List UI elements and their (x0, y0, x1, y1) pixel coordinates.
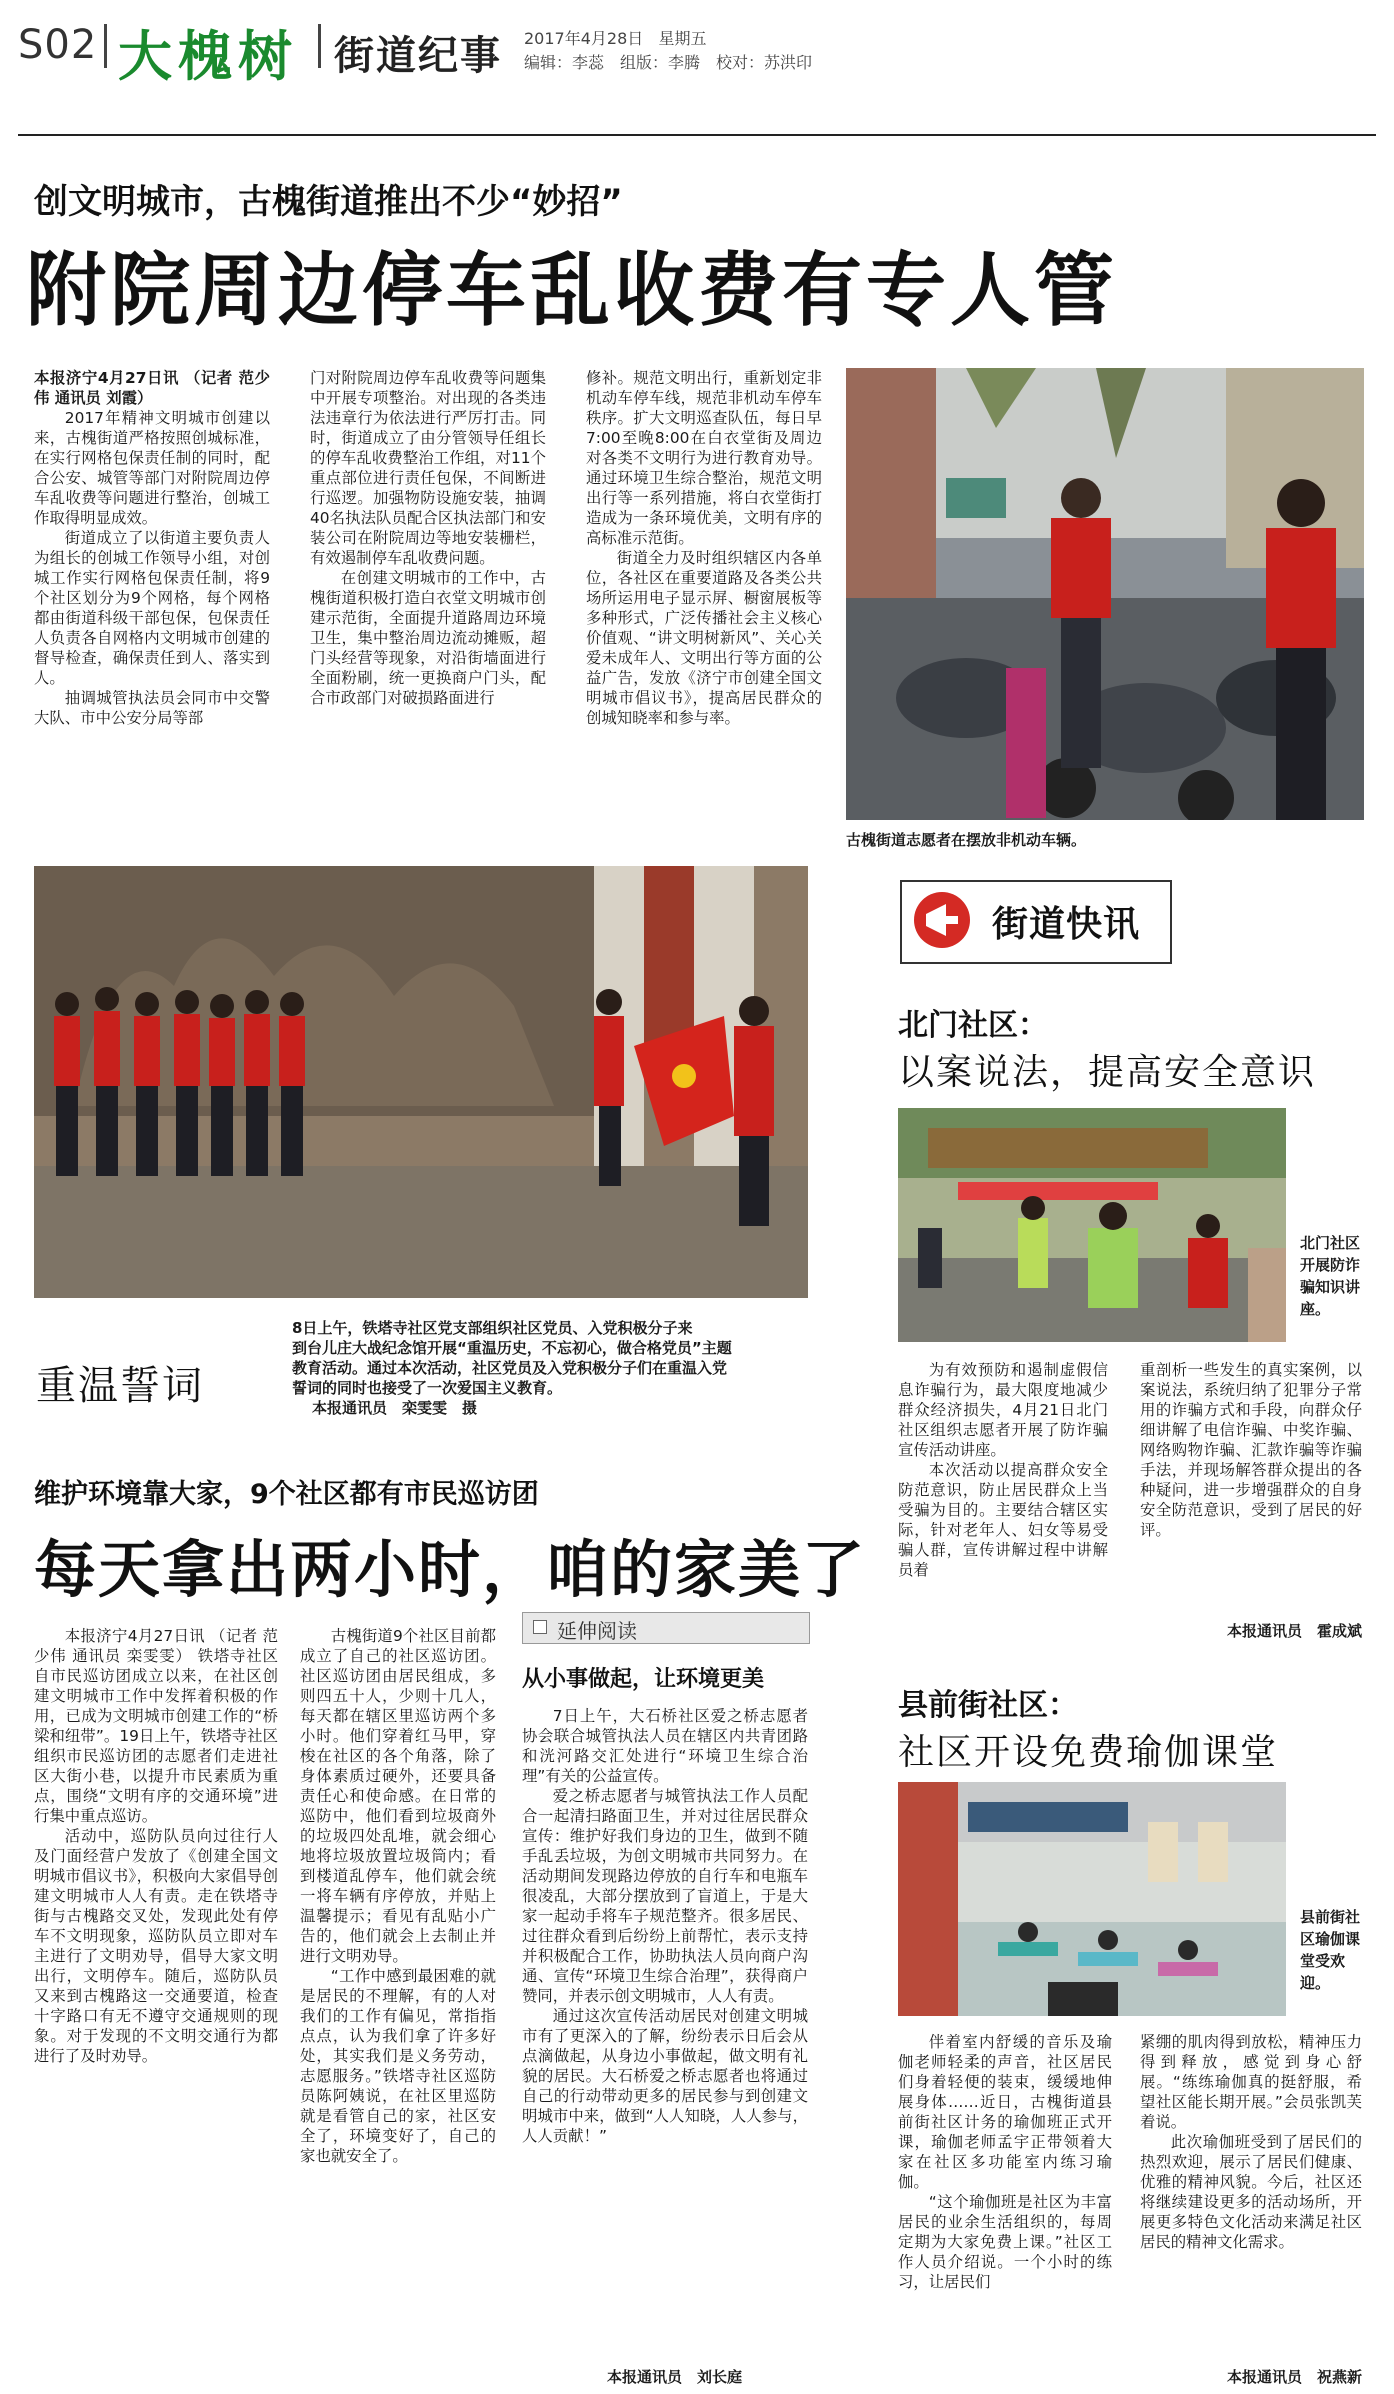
patrol-paragraph: “工作中感到最困难的就是居民的不理解，有的人对我们的工作有偏见，常指指点点，认为我们拿了许多好处，其实我们是义务劳动，志愿服务。”铁塔寺社区巡防员陈阿姨说，在社区里巡防就是看管自己的家，社区安全了，环境变好了，自己的家也就安全了。 (300, 1967, 496, 2165)
patrol-paragraph: 活动中，巡防队员向过往行人及门面经营户发放了《创建全国文明城市倡议书》，积极向大家倡导创建文明城市人人有责。走在铁塔寺街与古槐路交叉处，发现此处有停车不文明现象，巡防队员立即对车主进行了文明劝导，倡导大家文明出行，文明停车。随后，巡防队员又来到古槐路这一交通要道，检查十字路口有无不遵守交通规则的现象。对于发现的不文明交通行为都进行了及时劝导。 (34, 1827, 278, 2065)
extension-paragraph: 7日上午，大石桥社区爱之桥志愿者协会联合城管执法人员在辖区内共青团路和洸河路交汇处进行“环境卫生综合治理”有关的公益宣传。 (522, 1707, 808, 1785)
xianqian-paragraph: 伴着室内舒缓的音乐及瑜伽老师轻柔的声音，社区居民们身着轻便的装束，缓缓地伸展身体……近日，古槐街道县前街社区计务的瑜伽班正式开课，瑜伽老师孟宇正带领着大家在社区多功能室内练习瑜伽。 (898, 2033, 1112, 2191)
caption-line: 誓词的同时也接受了一次爱国主义教育。 (292, 1379, 563, 1397)
lead-paragraph: 街道全力及时组织辖区内各单位，各社区在重要道路及各类公共场所运用电子显示屏、橱窗展板等多种形式，广泛传播社会主义核心价值观、“讲文明树新风”、关心关爱未成年人、文明出行等方面的公益广告，发放《济宁市创建全国文明城市倡议书》，提高居民群众的创城知晓率和参与率。 (586, 549, 822, 727)
xianqian-column-2 (1140, 2032, 1362, 2252)
oath-photo (34, 866, 808, 1298)
masthead-divider (104, 24, 107, 68)
xianqian-paragraph: “这个瑜伽班是社区为丰富居民的业余生活组织的，每周定期为大家免费上课。”社区工作人员介绍说。一个小时的练习，让居民们 (898, 2193, 1112, 2291)
xianqian-column-1 (898, 2032, 1112, 2292)
lead-dateline: 本报济宁4月27日讯 （记者 范少伟 通讯员 刘霞） (34, 369, 270, 407)
lead-photo-caption: 古槐街道志愿者在摆放非机动车辆。 (846, 831, 1087, 849)
lead-column-3 (586, 368, 822, 728)
xianqian-byline: 本报通讯员 祝燕新 (1226, 2368, 1362, 2386)
lead-paragraph: 修补。规范文明出行，重新划定非机动车停车线，规范非机动车停车秩序。扩大文明巡查队伍，每日早7:00至晚8:00在白衣堂街及周边对各类不文明行为进行教育劝导。通过环境卫生综合整治，规范文明出行等一系列措施，将白衣堂街打造成为一条环境优美，文明有序的高标准示范街。 (586, 369, 822, 547)
beimen-photo-caption: 北门社区开展防诈骗知识讲座。 (1300, 1234, 1361, 1318)
oath-title: 重温誓词 (36, 1363, 204, 1409)
extension-paragraph: 通过这次宣传活动居民对创建文明城市有了更深入的了解，纷纷表示日后会从点滴做起，从身边小事做起，做文明有礼貌的居民。大石桥爱之桥志愿者也将通过自己的行动带动更多的居民参与到创建文明城市中来，做到“人人知晓，人人参与，人人贡献！” (522, 2007, 808, 2145)
patrol-headline: 每天拿出两小时，咱的家美了 (34, 1533, 867, 1606)
xianqian-kicker: 县前街社区： (898, 1688, 1078, 1723)
beimen-headline: 以案说法，提高安全意识 (898, 1052, 1317, 1093)
caption-line: 8日上午，铁塔寺社区党支部组织社区党员、入党积极分子来 (292, 1319, 693, 1337)
megaphone-icon (912, 888, 972, 952)
xianqian-paragraph: 紧绷的肌肉得到放松，精神压力得到释放，感觉到身心舒展。“练练瑜伽真的挺舒服，希望社区能长期开展。”会员张凯芙着说。 (1140, 2033, 1362, 2131)
masthead-rule (18, 134, 1376, 136)
xianqian-photo (898, 1782, 1286, 2016)
beimen-kicker: 北门社区： (898, 1008, 1048, 1043)
lead-paragraph: 抽调城管执法员会同市中交警大队、市中公安分局等部 (34, 689, 270, 727)
quick-news-label: 街道快讯 (992, 904, 1141, 945)
masthead-divider (318, 24, 321, 68)
extension-subtitle: 从小事做起，让环境更美 (522, 1667, 765, 1692)
patrol-paragraph: 古槐街道9个社区目前都成立了自己的社区巡访团。社区巡访团由居民组成，多则四五十人，少则十几人，每天都在辖区里巡访两个多小时。他们穿着红马甲，穿梭在社区的各个角落，除了身体素质过硬外，还要具备责任心和使命感。在日常的巡防中，他们看到垃圾商外的垃圾四处乱堆，就会细心地将垃圾放置垃圾筒内；看到楼道乱停车，他们就会统一将车辆有序停放，并贴上温馨提示；看见有乱贴小广告的，他们就会上去制止并进行文明劝导。 (300, 1627, 496, 1965)
lead-photo (846, 368, 1364, 820)
page-number: S02 (18, 22, 98, 68)
beimen-byline: 本报通讯员 霍成斌 (1226, 1622, 1362, 1640)
lead-paragraph: 门对附院周边停车乱收费等问题集中开展专项整治。对出现的各类违法违章行为依法进行严厉打击。同时，街道成立了由分管领导任组长的停车乱收费整治工作组，对11个重点部位进行责任包保，不间断进行巡逻。加强物防设施安装，抽调40名执法队员配合区执法部门和安装公司在附院周边等地安装栅栏，有效遏制停车乱收费问题。 (310, 369, 546, 567)
patrol-column-1 (34, 1626, 278, 2066)
box-icon (533, 1620, 547, 1634)
xianqian-headline: 社区开设免费瑜伽课堂 (898, 1732, 1279, 1773)
beimen-column-2 (1140, 1360, 1362, 1540)
extended-reading-label: 延伸阅读 (557, 1619, 637, 1643)
beimen-paragraph: 重剖析一些发生的真实案例，以案说法，系统归纳了犯罪分子常用的诈骗方式和手段，向群众仔细讲解了电信诈骗、中奖诈骗、网络购物诈骗、汇款诈骗等诈骗手法，并现场解答群众提出的各种疑问，进一步增强群众的自身安全防范意识，受到了居民的好评。 (1140, 1361, 1362, 1539)
extension-paragraph: 爱之桥志愿者与城管执法工作人员配合一起清扫路面卫生，并对过往居民群众宣传：维护好我们身边的卫生，做到不随手乱丢垃圾，为创文明城市共同努力。在活动期间发现路边停放的自行车和电瓶车很凌乱，大部分摆放到了盲道上，于是大家一起动手将车子规范整齐。很多居民、过往群众看到后纷纷上前帮忙，表示支持并积极配合工作，协助执法人员向商户沟通、宣传“环境卫生综合治理”，获得商户赞同，并表示创文明城市，人人有责。 (522, 1787, 808, 2005)
section-title: 街道纪事 (334, 33, 502, 79)
photo-credit: 本报通讯员 栾雯雯 摄 (312, 1399, 478, 1417)
lead-paragraph: 在创建文明城市的工作中，古槐街道积极打造白衣堂文明城市创建示范街，全面提升道路周边环境卫生，集中整治周边流动摊贩，超门头经营等现象，对沿街墙面进行全面粉刷，统一更换商户门头，配合市政部门对破损路面进行 (310, 569, 546, 707)
patrol-kicker: 维护环境靠大家，9个社区都有市民巡访团 (34, 1479, 539, 1510)
editorial-credits: 编辑：李蕊 组版：李腾 校对：苏洪印 (524, 53, 813, 72)
brand-logo: 大槐树 (118, 24, 298, 88)
beimen-paragraph: 本次活动以提高群众安全防范意识，防止居民群众上当受骗为目的。主要结合辖区实际，针对老年人、妇女等易受骗人群，宣传讲解过程中讲解员着 (898, 1461, 1108, 1579)
xianqian-photo-caption: 县前街社区瑜伽课堂受欢迎。 (1300, 1908, 1361, 1992)
lead-column-1 (34, 368, 270, 728)
extended-reading-bar (522, 1612, 810, 1644)
lead-paragraph: 2017年精神文明城市创建以来，古槐街道严格按照创城标准，在实行网格包保责任制的同时，配合公安、城管等部门对附院周边停车乱收费等问题进行整治，创城工作取得明显成效。 (34, 409, 270, 527)
caption-line: 到台儿庄大战纪念馆开展“重温历史，不忘初心，做合格党员”主题 (292, 1339, 732, 1357)
lead-headline: 附院周边停车乱收费有专人管 (26, 243, 1118, 337)
patrol-paragraph: 本报济宁4月27日讯 （记者 范少伟 通讯员 栾雯雯） 铁塔寺社区自市民巡访团成立以来，在社区创建文明城市工作中发挥着积极的作用，已成为文明城市创建工作的“桥梁和纽带”。19日上午，铁塔寺社区组织市民巡访团的志愿者们走进社区大街小巷，以提升市民素质为重点，围绕“文明有序的交通环境”进行集中重点巡访。 (34, 1627, 278, 1825)
caption-line: 教育活动。通过本次活动，社区党员及入党积极分子们在重温入党 (292, 1359, 728, 1377)
patrol-column-2 (300, 1626, 496, 2166)
issue-date: 2017年4月28日 星期五 (524, 29, 707, 48)
extension-byline: 本报通讯员 刘长庭 (606, 2368, 742, 2386)
beimen-paragraph: 为有效预防和遏制虚假信息诈骗行为，最大限度地减少群众经济损失，4月21日北门社区组织志愿者开展了防诈骗宣传活动讲座。 (898, 1361, 1108, 1459)
beimen-photo (898, 1108, 1286, 1342)
patrol-column-3 (522, 1706, 808, 2146)
lead-paragraph: 街道成立了以街道主要负责人为组长的创城工作领导小组，对创城工作实行网格包保责任制，将9个社区划分为9个网格，每个网格都由街道科级干部包保，包保责任人负责各自网格内文明城市创建的督导检查，确保责任到人、落实到人。 (34, 529, 270, 687)
oath-caption (292, 1318, 808, 1418)
quick-news-header (900, 880, 1172, 964)
beimen-column-1 (898, 1360, 1108, 1580)
lead-kicker: 创文明城市，古槐街道推出不少“妙招” (34, 182, 623, 222)
xianqian-paragraph: 此次瑜伽班受到了居民们的热烈欢迎，展示了居民们健康、优雅的精神风貌。今后，社区还将继续建设更多的活动场所，开展更多特色文化活动来满足社区居民的精神文化需求。 (1140, 2133, 1362, 2251)
lead-column-2 (310, 368, 546, 708)
